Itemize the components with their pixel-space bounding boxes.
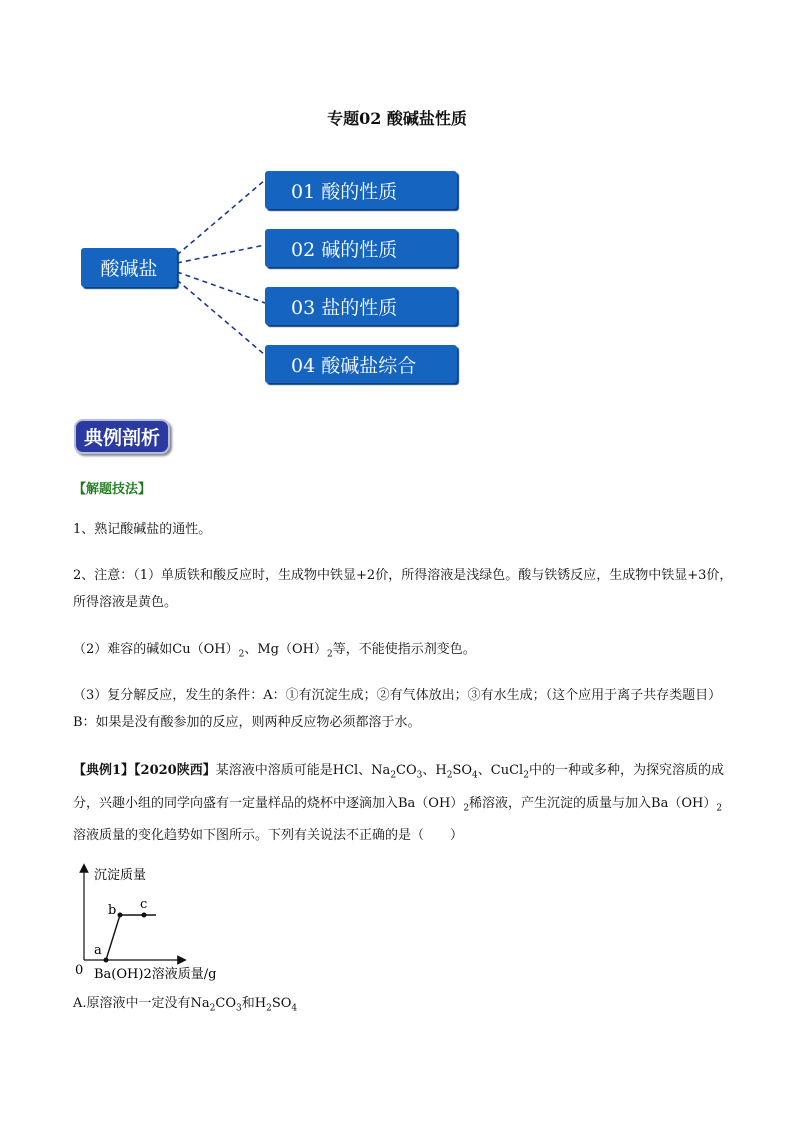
point-c bbox=[142, 913, 147, 918]
mindmap-branch-base: 02 碱的性质 bbox=[265, 229, 457, 267]
example-question: 【典例1】【2020陕西】某溶液中溶质可能是HCl、$Na_2CO_3$、$H_2SO_4$、CuCl$_2$中的一种或多种，为探究溶质的成分，兴趣小组的同学向盛有一定量样品的烧杯中逐滴加入$Ba(OH)_2$稀溶液，产生沉淀的质量与加入$Ba(OH)_2$溶液质量的变化趋势如下图所示。下列有关说法不正确的是（ ） bbox=[73, 763, 724, 844]
origin-label: 0 bbox=[75, 963, 84, 978]
mindmap-branch-salt: 03 盐的性质 bbox=[265, 287, 457, 325]
mindmap-branch-combined: 04 酸碱盐综合 bbox=[265, 345, 457, 383]
connector-1 bbox=[177, 180, 265, 255]
precipitate-graph bbox=[70, 860, 270, 985]
point-b-label: b bbox=[108, 903, 117, 918]
y-axis-label: 沉淀质量 bbox=[94, 868, 147, 883]
mindmap-branch-acid: 01 酸的性质 bbox=[265, 171, 457, 209]
x-axis-label: Ba(OH)2溶液质量/g bbox=[94, 967, 217, 982]
point-a bbox=[104, 958, 109, 963]
option-a: A.原溶液中一定没有$Na_2CO_3$和$H_2SO_4$ bbox=[73, 996, 298, 1014]
tip-4: （3）复分解反应，发生的条件：A：①有沉淀生成；②有气体放出；③有水生成；（这个应用于离子共存类题目）B：如果是没有酸参加的反应，则两种反应物必须都溶于水。 bbox=[73, 688, 722, 730]
point-a-label: a bbox=[94, 943, 102, 958]
tip-1: 1、熟记酸碱盐的通性。 bbox=[73, 522, 212, 537]
connector-4 bbox=[177, 280, 265, 355]
example-label: 【典例1】【2020陕西】 bbox=[73, 763, 216, 778]
section-badge: 典例剖析 bbox=[74, 419, 170, 454]
page-title: 专题02 酸碱盐性质 bbox=[327, 109, 467, 128]
curve-line bbox=[106, 915, 156, 960]
connector-3 bbox=[177, 272, 265, 303]
tips-heading: 【解题技法】 bbox=[73, 482, 152, 497]
point-b bbox=[118, 913, 123, 918]
tip-3: （2）难容的碱如$Cu(OH)_2$、$Mg(OH)_2$等，不能使指示剂变色。 bbox=[73, 642, 476, 660]
mindmap-root: 酸碱盐 bbox=[81, 248, 177, 287]
tip-2: 2、注意：（1）单质铁和酸反应时，生成物中铁显+2价，所得溶液是浅绿色。酸与铁锈反应，生成物中铁显+3价，所得溶液是黄色。 bbox=[73, 568, 733, 610]
connector-2 bbox=[177, 245, 265, 263]
point-c-label: c bbox=[140, 897, 148, 912]
